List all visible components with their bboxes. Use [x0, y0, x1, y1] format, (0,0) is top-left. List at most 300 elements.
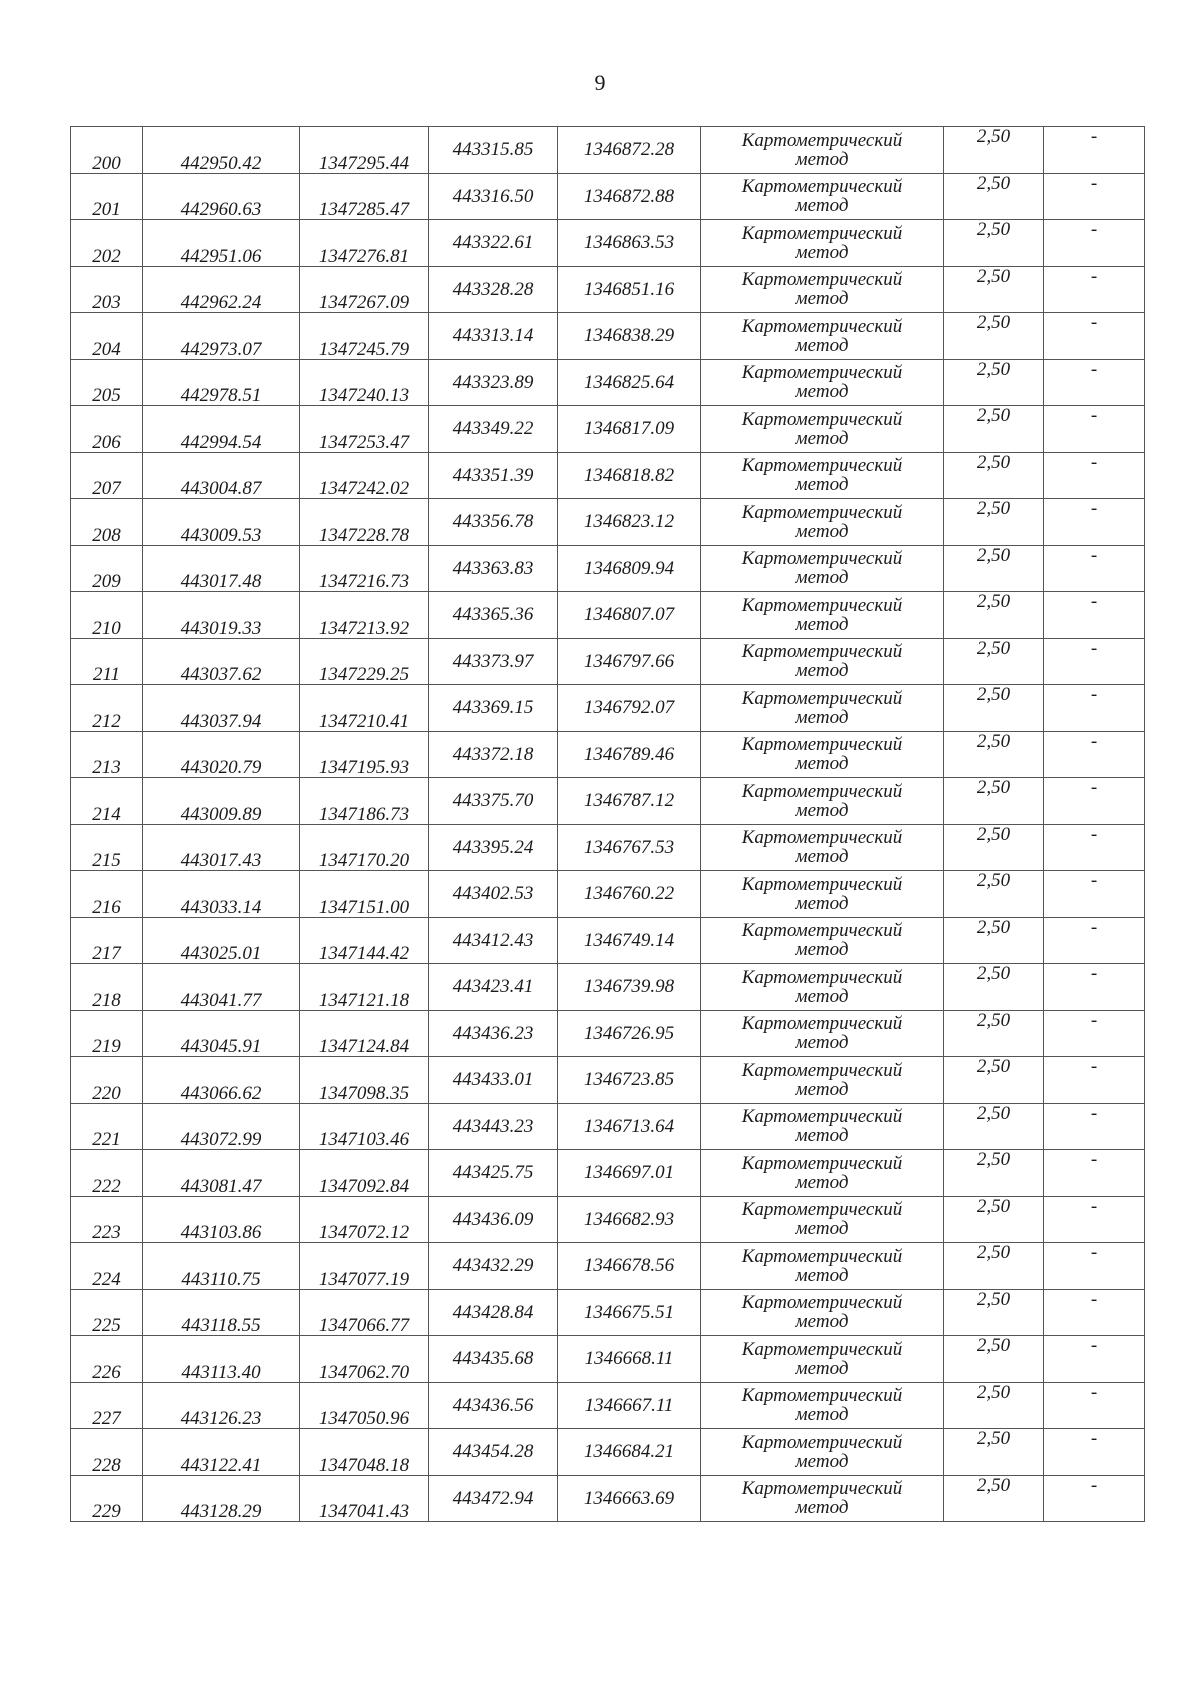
y2-coordinate-cell: 1346823.12: [558, 499, 701, 546]
note-cell: -: [1044, 917, 1145, 964]
y-coordinate-cell: 1347216.73: [300, 545, 429, 592]
table-row: [71, 964, 1145, 1011]
method-cell: [701, 964, 944, 1011]
point-number-cell: 223: [71, 1196, 143, 1243]
x-coordinate-cell: 443122.41: [143, 1429, 300, 1476]
x-coordinate-cell: 443037.94: [143, 685, 300, 732]
y-coordinate-cell: 1347267.09: [300, 266, 429, 313]
note-cell: -: [1044, 1103, 1145, 1150]
y-coordinate-cell: 1347144.42: [300, 917, 429, 964]
method-label-line2: метод: [795, 381, 849, 403]
y2-coordinate-cell: 1346739.98: [558, 964, 701, 1011]
table-row: [71, 638, 1145, 685]
y-coordinate-cell: 1347092.84: [300, 1150, 429, 1197]
x-coordinate-cell: 443118.55: [143, 1289, 300, 1336]
x-coordinate-cell: 443017.43: [143, 824, 300, 871]
method-label-line2: метод: [795, 1218, 849, 1240]
method-label-line1: Картометрический: [741, 966, 903, 988]
note-cell: -: [1044, 824, 1145, 871]
y2-coordinate-cell: 1346825.64: [558, 359, 701, 406]
x-coordinate-cell: 443113.40: [143, 1336, 300, 1383]
x2-coordinate-cell: 443328.28: [429, 266, 558, 313]
method-label-line2: метод: [795, 613, 849, 635]
y-coordinate-cell: 1347285.47: [300, 173, 429, 220]
point-number-cell: 219: [71, 1010, 143, 1057]
point-number-cell: 201: [71, 173, 143, 220]
y2-coordinate-cell: 1346675.51: [558, 1289, 701, 1336]
y2-coordinate-cell: 1346684.21: [558, 1429, 701, 1476]
y-coordinate-cell: 1347195.93: [300, 731, 429, 778]
accuracy-cell: 2,50: [944, 592, 1044, 639]
method-label-line2: метод: [795, 1357, 849, 1379]
accuracy-cell: 2,50: [944, 1382, 1044, 1429]
method-label-line1: Картометрический: [741, 1059, 903, 1081]
method-label-line1: Картометрический: [741, 920, 903, 942]
method-cell: [701, 1010, 944, 1057]
method-label-line2: метод: [795, 892, 849, 914]
accuracy-cell: 2,50: [944, 964, 1044, 1011]
table-row: [71, 824, 1145, 871]
accuracy-cell: 2,50: [944, 266, 1044, 313]
y-coordinate-cell: 1347062.70: [300, 1336, 429, 1383]
method-label-line1: Картометрический: [741, 501, 903, 523]
note-cell: -: [1044, 452, 1145, 499]
method-cell: [701, 1289, 944, 1336]
accuracy-cell: 2,50: [944, 1196, 1044, 1243]
y2-coordinate-cell: 1346663.69: [558, 1475, 701, 1522]
accuracy-cell: 2,50: [944, 1429, 1044, 1476]
method-label-line1: Картометрический: [741, 362, 903, 384]
point-number-cell: 216: [71, 871, 143, 918]
table-row: [71, 220, 1145, 267]
method-label-line2: метод: [795, 474, 849, 496]
method-label-line2: метод: [795, 148, 849, 170]
method-cell: [701, 173, 944, 220]
accuracy-cell: 2,50: [944, 499, 1044, 546]
y2-coordinate-cell: 1346872.28: [558, 127, 701, 174]
table-row: [71, 778, 1145, 825]
method-cell: [701, 1336, 944, 1383]
accuracy-cell: 2,50: [944, 545, 1044, 592]
note-cell: -: [1044, 964, 1145, 1011]
method-cell: [701, 220, 944, 267]
method-cell: [701, 1196, 944, 1243]
x2-coordinate-cell: 443351.39: [429, 452, 558, 499]
accuracy-cell: 2,50: [944, 313, 1044, 360]
table-row: [71, 406, 1145, 453]
x2-coordinate-cell: 443433.01: [429, 1057, 558, 1104]
y2-coordinate-cell: 1346726.95: [558, 1010, 701, 1057]
method-cell: [701, 917, 944, 964]
x-coordinate-cell: 443128.29: [143, 1475, 300, 1522]
method-label-line1: Картометрический: [741, 1152, 903, 1174]
x-coordinate-cell: 443009.53: [143, 499, 300, 546]
y-coordinate-cell: 1347253.47: [300, 406, 429, 453]
method-cell: [701, 1243, 944, 1290]
accuracy-cell: 2,50: [944, 359, 1044, 406]
method-label-line2: метод: [795, 1450, 849, 1472]
x2-coordinate-cell: 443443.23: [429, 1103, 558, 1150]
y-coordinate-cell: 1347066.77: [300, 1289, 429, 1336]
method-cell: [701, 266, 944, 313]
method-label-line2: метод: [795, 753, 849, 775]
accuracy-cell: 2,50: [944, 173, 1044, 220]
note-cell: -: [1044, 1475, 1145, 1522]
method-label-line1: Картометрический: [741, 408, 903, 430]
method-cell: [701, 638, 944, 685]
accuracy-cell: 2,50: [944, 917, 1044, 964]
point-number-cell: 217: [71, 917, 143, 964]
x2-coordinate-cell: 443472.94: [429, 1475, 558, 1522]
y-coordinate-cell: 1347050.96: [300, 1382, 429, 1429]
y-coordinate-cell: 1347098.35: [300, 1057, 429, 1104]
method-label-line1: Картометрический: [741, 315, 903, 337]
table-row: [71, 499, 1145, 546]
note-cell: -: [1044, 499, 1145, 546]
table-row: [71, 917, 1145, 964]
method-label-line1: Картометрический: [741, 1292, 903, 1314]
y2-coordinate-cell: 1346872.88: [558, 173, 701, 220]
method-label-line2: метод: [795, 1125, 849, 1147]
point-number-cell: 206: [71, 406, 143, 453]
method-label-line2: метод: [795, 427, 849, 449]
method-label-line2: метод: [795, 1311, 849, 1333]
y2-coordinate-cell: 1346697.01: [558, 1150, 701, 1197]
point-number-cell: 212: [71, 685, 143, 732]
method-cell: [701, 1382, 944, 1429]
method-label-line1: Картометрический: [741, 873, 903, 895]
method-cell: [701, 127, 944, 174]
table-row: [71, 359, 1145, 406]
table-row: [71, 1103, 1145, 1150]
table-row: [71, 173, 1145, 220]
table-row: [71, 545, 1145, 592]
method-label-line2: метод: [795, 706, 849, 728]
table-row: [71, 266, 1145, 313]
x2-coordinate-cell: 443435.68: [429, 1336, 558, 1383]
point-number-cell: 215: [71, 824, 143, 871]
method-cell: [701, 545, 944, 592]
method-label-line2: метод: [795, 1171, 849, 1193]
note-cell: -: [1044, 1289, 1145, 1336]
method-label-line2: метод: [795, 567, 849, 589]
note-cell: -: [1044, 1150, 1145, 1197]
x-coordinate-cell: 443041.77: [143, 964, 300, 1011]
table-row: [71, 1336, 1145, 1383]
y-coordinate-cell: 1347213.92: [300, 592, 429, 639]
method-cell: [701, 499, 944, 546]
x2-coordinate-cell: 443316.50: [429, 173, 558, 220]
method-label-line1: Картометрический: [741, 1385, 903, 1407]
point-number-cell: 204: [71, 313, 143, 360]
method-label-line2: метод: [795, 334, 849, 356]
x2-coordinate-cell: 443423.41: [429, 964, 558, 1011]
point-number-cell: 213: [71, 731, 143, 778]
x2-coordinate-cell: 443395.24: [429, 824, 558, 871]
accuracy-cell: 2,50: [944, 1336, 1044, 1383]
method-cell: [701, 406, 944, 453]
method-cell: [701, 359, 944, 406]
note-cell: -: [1044, 871, 1145, 918]
method-label-line1: Картометрический: [741, 1245, 903, 1267]
y-coordinate-cell: 1347103.46: [300, 1103, 429, 1150]
x2-coordinate-cell: 443436.09: [429, 1196, 558, 1243]
method-cell: [701, 1429, 944, 1476]
y-coordinate-cell: 1347276.81: [300, 220, 429, 267]
y-coordinate-cell: 1347151.00: [300, 871, 429, 918]
note-cell: -: [1044, 1010, 1145, 1057]
table-row: [71, 1150, 1145, 1197]
note-cell: -: [1044, 1057, 1145, 1104]
accuracy-cell: 2,50: [944, 778, 1044, 825]
method-label-line1: Картометрический: [741, 687, 903, 709]
method-cell: [701, 685, 944, 732]
method-label-line1: Картометрический: [741, 129, 903, 151]
y-coordinate-cell: 1347242.02: [300, 452, 429, 499]
point-number-cell: 208: [71, 499, 143, 546]
method-label-line2: метод: [795, 520, 849, 542]
x2-coordinate-cell: 443363.83: [429, 545, 558, 592]
table-row: [71, 1243, 1145, 1290]
method-label-line1: Картометрический: [741, 1338, 903, 1360]
point-number-cell: 218: [71, 964, 143, 1011]
table-row: [71, 871, 1145, 918]
x2-coordinate-cell: 443373.97: [429, 638, 558, 685]
method-label-line1: Картометрический: [741, 1106, 903, 1128]
method-cell: [701, 871, 944, 918]
x-coordinate-cell: 443103.86: [143, 1196, 300, 1243]
y-coordinate-cell: 1347041.43: [300, 1475, 429, 1522]
note-cell: -: [1044, 313, 1145, 360]
x2-coordinate-cell: 443323.89: [429, 359, 558, 406]
method-label-line1: Картометрический: [741, 176, 903, 198]
table-row: [71, 1010, 1145, 1057]
note-cell: -: [1044, 638, 1145, 685]
method-label-line2: метод: [795, 846, 849, 868]
point-number-cell: 202: [71, 220, 143, 267]
y-coordinate-cell: 1347186.73: [300, 778, 429, 825]
x-coordinate-cell: 443072.99: [143, 1103, 300, 1150]
x-coordinate-cell: 442994.54: [143, 406, 300, 453]
accuracy-cell: 2,50: [944, 1243, 1044, 1290]
table-row: [71, 313, 1145, 360]
method-label-line1: Картометрический: [741, 1199, 903, 1221]
method-label-line1: Картометрический: [741, 269, 903, 291]
y2-coordinate-cell: 1346723.85: [558, 1057, 701, 1104]
note-cell: -: [1044, 731, 1145, 778]
accuracy-cell: 2,50: [944, 1057, 1044, 1104]
note-cell: -: [1044, 359, 1145, 406]
x2-coordinate-cell: 443425.75: [429, 1150, 558, 1197]
accuracy-cell: 2,50: [944, 685, 1044, 732]
table-body: [71, 127, 1145, 1522]
x-coordinate-cell: 443066.62: [143, 1057, 300, 1104]
x2-coordinate-cell: 443402.53: [429, 871, 558, 918]
accuracy-cell: 2,50: [944, 220, 1044, 267]
method-label-line1: Картометрический: [741, 222, 903, 244]
note-cell: -: [1044, 127, 1145, 174]
y2-coordinate-cell: 1346817.09: [558, 406, 701, 453]
method-cell: [701, 452, 944, 499]
note-cell: -: [1044, 545, 1145, 592]
method-label-line2: метод: [795, 660, 849, 682]
x-coordinate-cell: 443110.75: [143, 1243, 300, 1290]
accuracy-cell: 2,50: [944, 731, 1044, 778]
accuracy-cell: 2,50: [944, 1289, 1044, 1336]
y2-coordinate-cell: 1346787.12: [558, 778, 701, 825]
method-cell: [701, 824, 944, 871]
y2-coordinate-cell: 1346851.16: [558, 266, 701, 313]
table-row: [71, 1475, 1145, 1522]
y-coordinate-cell: 1347228.78: [300, 499, 429, 546]
method-cell: [701, 778, 944, 825]
y2-coordinate-cell: 1346682.93: [558, 1196, 701, 1243]
y2-coordinate-cell: 1346818.82: [558, 452, 701, 499]
accuracy-cell: 2,50: [944, 824, 1044, 871]
x2-coordinate-cell: 443369.15: [429, 685, 558, 732]
point-number-cell: 229: [71, 1475, 143, 1522]
x-coordinate-cell: 442951.06: [143, 220, 300, 267]
accuracy-cell: 2,50: [944, 127, 1044, 174]
method-label-line1: Картометрический: [741, 827, 903, 849]
method-label-line1: Картометрический: [741, 1478, 903, 1500]
method-label-line1: Картометрический: [741, 455, 903, 477]
x-coordinate-cell: 442962.24: [143, 266, 300, 313]
method-label-line2: метод: [795, 241, 849, 263]
note-cell: -: [1044, 173, 1145, 220]
point-number-cell: 228: [71, 1429, 143, 1476]
accuracy-cell: 2,50: [944, 638, 1044, 685]
y2-coordinate-cell: 1346749.14: [558, 917, 701, 964]
method-label-line1: Картометрический: [741, 1431, 903, 1453]
accuracy-cell: 2,50: [944, 452, 1044, 499]
y-coordinate-cell: 1347072.12: [300, 1196, 429, 1243]
method-cell: [701, 731, 944, 778]
method-label-line2: метод: [795, 985, 849, 1007]
point-number-cell: 210: [71, 592, 143, 639]
x-coordinate-cell: 443017.48: [143, 545, 300, 592]
y-coordinate-cell: 1347121.18: [300, 964, 429, 1011]
note-cell: -: [1044, 592, 1145, 639]
y2-coordinate-cell: 1346713.64: [558, 1103, 701, 1150]
x-coordinate-cell: 443033.14: [143, 871, 300, 918]
point-number-cell: 200: [71, 127, 143, 174]
x-coordinate-cell: 443019.33: [143, 592, 300, 639]
table-row: [71, 1196, 1145, 1243]
y2-coordinate-cell: 1346678.56: [558, 1243, 701, 1290]
accuracy-cell: 2,50: [944, 1150, 1044, 1197]
note-cell: -: [1044, 685, 1145, 732]
x2-coordinate-cell: 443436.56: [429, 1382, 558, 1429]
y2-coordinate-cell: 1346792.07: [558, 685, 701, 732]
point-number-cell: 225: [71, 1289, 143, 1336]
y-coordinate-cell: 1347124.84: [300, 1010, 429, 1057]
method-cell: [701, 1103, 944, 1150]
x-coordinate-cell: 443009.89: [143, 778, 300, 825]
y2-coordinate-cell: 1346807.07: [558, 592, 701, 639]
method-label-line2: метод: [795, 939, 849, 961]
x-coordinate-cell: 443081.47: [143, 1150, 300, 1197]
table-row: [71, 1382, 1145, 1429]
point-number-cell: 214: [71, 778, 143, 825]
method-label-line2: метод: [795, 1032, 849, 1054]
y2-coordinate-cell: 1346797.66: [558, 638, 701, 685]
y-coordinate-cell: 1347170.20: [300, 824, 429, 871]
point-number-cell: 224: [71, 1243, 143, 1290]
method-cell: [701, 1057, 944, 1104]
method-label-line1: Картометрический: [741, 548, 903, 570]
accuracy-cell: 2,50: [944, 871, 1044, 918]
x-coordinate-cell: 442973.07: [143, 313, 300, 360]
x2-coordinate-cell: 443372.18: [429, 731, 558, 778]
x2-coordinate-cell: 443432.29: [429, 1243, 558, 1290]
method-label-line1: Картометрический: [741, 641, 903, 663]
point-number-cell: 220: [71, 1057, 143, 1104]
table-row: [71, 592, 1145, 639]
y-coordinate-cell: 1347229.25: [300, 638, 429, 685]
x2-coordinate-cell: 443375.70: [429, 778, 558, 825]
point-number-cell: 207: [71, 452, 143, 499]
y2-coordinate-cell: 1346789.46: [558, 731, 701, 778]
note-cell: -: [1044, 1382, 1145, 1429]
x2-coordinate-cell: 443365.36: [429, 592, 558, 639]
x-coordinate-cell: 442960.63: [143, 173, 300, 220]
y2-coordinate-cell: 1346767.53: [558, 824, 701, 871]
point-number-cell: 222: [71, 1150, 143, 1197]
y2-coordinate-cell: 1346668.11: [558, 1336, 701, 1383]
point-number-cell: 209: [71, 545, 143, 592]
x2-coordinate-cell: 443322.61: [429, 220, 558, 267]
page-number: 9: [594, 70, 606, 95]
method-label-line2: метод: [795, 1078, 849, 1100]
x2-coordinate-cell: 443313.14: [429, 313, 558, 360]
note-cell: -: [1044, 1196, 1145, 1243]
y2-coordinate-cell: 1346760.22: [558, 871, 701, 918]
x2-coordinate-cell: 443315.85: [429, 127, 558, 174]
note-cell: -: [1044, 1243, 1145, 1290]
table-row: [71, 685, 1145, 732]
method-label-line2: метод: [795, 1264, 849, 1286]
table-row: [71, 731, 1145, 778]
note-cell: -: [1044, 406, 1145, 453]
table-row: [71, 452, 1145, 499]
x-coordinate-cell: 443126.23: [143, 1382, 300, 1429]
x2-coordinate-cell: 443436.23: [429, 1010, 558, 1057]
x2-coordinate-cell: 443356.78: [429, 499, 558, 546]
y-coordinate-cell: 1347210.41: [300, 685, 429, 732]
y-coordinate-cell: 1347048.18: [300, 1429, 429, 1476]
point-number-cell: 205: [71, 359, 143, 406]
method-cell: [701, 1150, 944, 1197]
accuracy-cell: 2,50: [944, 1010, 1044, 1057]
note-cell: -: [1044, 1429, 1145, 1476]
y2-coordinate-cell: 1346809.94: [558, 545, 701, 592]
note-cell: -: [1044, 778, 1145, 825]
x-coordinate-cell: 443020.79: [143, 731, 300, 778]
coordinates-table: [70, 126, 1145, 1522]
method-label-line2: метод: [795, 1497, 849, 1519]
x2-coordinate-cell: 443349.22: [429, 406, 558, 453]
table-row: [71, 1289, 1145, 1336]
accuracy-cell: 2,50: [944, 1103, 1044, 1150]
x-coordinate-cell: 443045.91: [143, 1010, 300, 1057]
x2-coordinate-cell: 443428.84: [429, 1289, 558, 1336]
table-row: [71, 127, 1145, 174]
x2-coordinate-cell: 443454.28: [429, 1429, 558, 1476]
x-coordinate-cell: 443004.87: [143, 452, 300, 499]
method-cell: [701, 313, 944, 360]
y2-coordinate-cell: 1346838.29: [558, 313, 701, 360]
